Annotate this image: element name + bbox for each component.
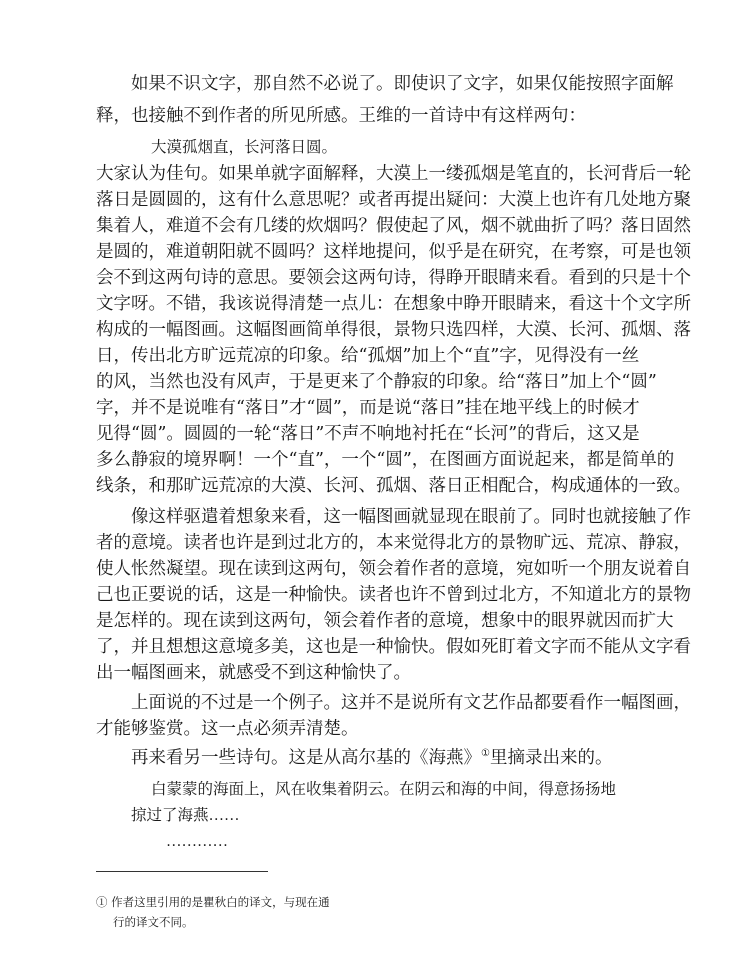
text-line: 了，并且想想这意境多美，这也是一种愉快。假如死盯着文字而不能从文字看 xyxy=(96,637,691,657)
text-line: 落日是圆圆的，这有什么意思呢？或者再提出疑问：大漠上也许有几处地方聚 xyxy=(96,190,691,210)
footnote-ref[interactable]: ① xyxy=(481,748,490,760)
text-line: 者的意境。读者也许是到过北方的，本来觉得北方的景物旷远、荒凉、静寂， xyxy=(96,533,691,553)
poem-quote: 大漠孤烟直，长河落日圆。 xyxy=(151,139,338,156)
text-line: 见得“圆”。圆圆的一轮“落日”不声不响地衬托在“长河”的背后，这又是 xyxy=(96,424,640,444)
text-line: 线条，和那旷远荒凉的大漠、长河、孤烟、落日正相配合，构成通体的一致。 xyxy=(96,476,691,496)
text-line: 文字呀。不错，我该说得清楚一点儿：在想象中睁开眼睛来，看这十个文字所 xyxy=(96,294,691,314)
text-line: 字，并不是说唯有“落日”才“圆”，而是说“落日”挂在地平线上的时候才 xyxy=(96,398,640,418)
footnote-line: ① 作者这里引用的是瞿秋白的译文，与现在通 xyxy=(96,895,330,909)
text-line: 是圆的，难道朝阳就不圆吗？这样地提问，似乎是在研究，在考察，可是也领 xyxy=(96,242,691,262)
quote-line: 掠过了海燕…… xyxy=(131,807,240,824)
text-line: 才能够鉴赏。这一点必须弄清楚。 xyxy=(96,719,359,739)
text-line: 的风，当然也没有风声，于是更来了个静寂的印象。给“落日”加上个“圆” xyxy=(96,372,657,392)
text-line: 构成的一幅图画。这幅图画简单得很，景物只选四样，大漠、长河、孤烟、落 xyxy=(96,320,691,340)
text-line: 像这样驱遣着想象来看，这一幅图画就显现在眼前了。同时也就接触了作 xyxy=(131,507,691,527)
text-line: 是怎样的。现在读到这两句，领会着作者的意境，想象中的眼界就因而扩大 xyxy=(96,611,674,631)
text-line: 日，传出北方旷远荒凉的印象。给“孤烟”加上个“直”字，见得没有一丝 xyxy=(96,346,640,366)
quote-line: 白蒙蒙的海面上，风在收集着阴云。在阴云和海的中间，得意扬扬地 xyxy=(151,781,617,798)
footnote-line: 行的译文不同。 xyxy=(113,915,194,929)
text-line: 如果不识文字，那自然不必说了。即使识了文字，如果仅能按照字面解 xyxy=(131,74,674,94)
text-line: 集着人，难道不会有几缕的炊烟吗？假使起了风，烟不就曲折了吗？落日固然 xyxy=(96,216,691,236)
text-line: 会不到这两句诗的意思。要领会这两句诗，得睁开眼睛来看。看到的只是十个 xyxy=(96,268,691,288)
text-line: 出一幅图画来，就感受不到这种愉快了。 xyxy=(96,663,411,683)
text-line: 大家认为佳句。如果单就字面解释，大漠上一缕孤烟是笔直的，长河背后一轮 xyxy=(96,164,691,184)
text-line-with-footnote-ref xyxy=(131,746,612,770)
ellipsis-line: ………… xyxy=(166,833,228,850)
text-line: 释，也接触不到作者的所见所感。王维的一首诗中有这样两句： xyxy=(96,106,586,126)
text-segment: 里摘录出来的。 xyxy=(489,748,613,768)
text-line: 多么静寂的境界啊！一个“直”，一个“圆”，在图画方面说起来，都是简单的 xyxy=(96,450,675,470)
text-line: 己也正要说的话，这是一种愉快。读者也许不曾到过北方，不知道北方的景物 xyxy=(96,585,691,605)
footnote-divider xyxy=(96,871,268,872)
text-line: 上面说的不过是一个例子。这并不是说所有文艺作品都要看作一幅图画， xyxy=(131,693,691,713)
text-segment: 再来看另一些诗句。这是从高尔基的《海燕》 xyxy=(131,748,481,768)
text-line: 使人怅然凝望。现在读到这两句，领会着作者的意境，宛如听一个朋友说着自 xyxy=(96,559,691,579)
